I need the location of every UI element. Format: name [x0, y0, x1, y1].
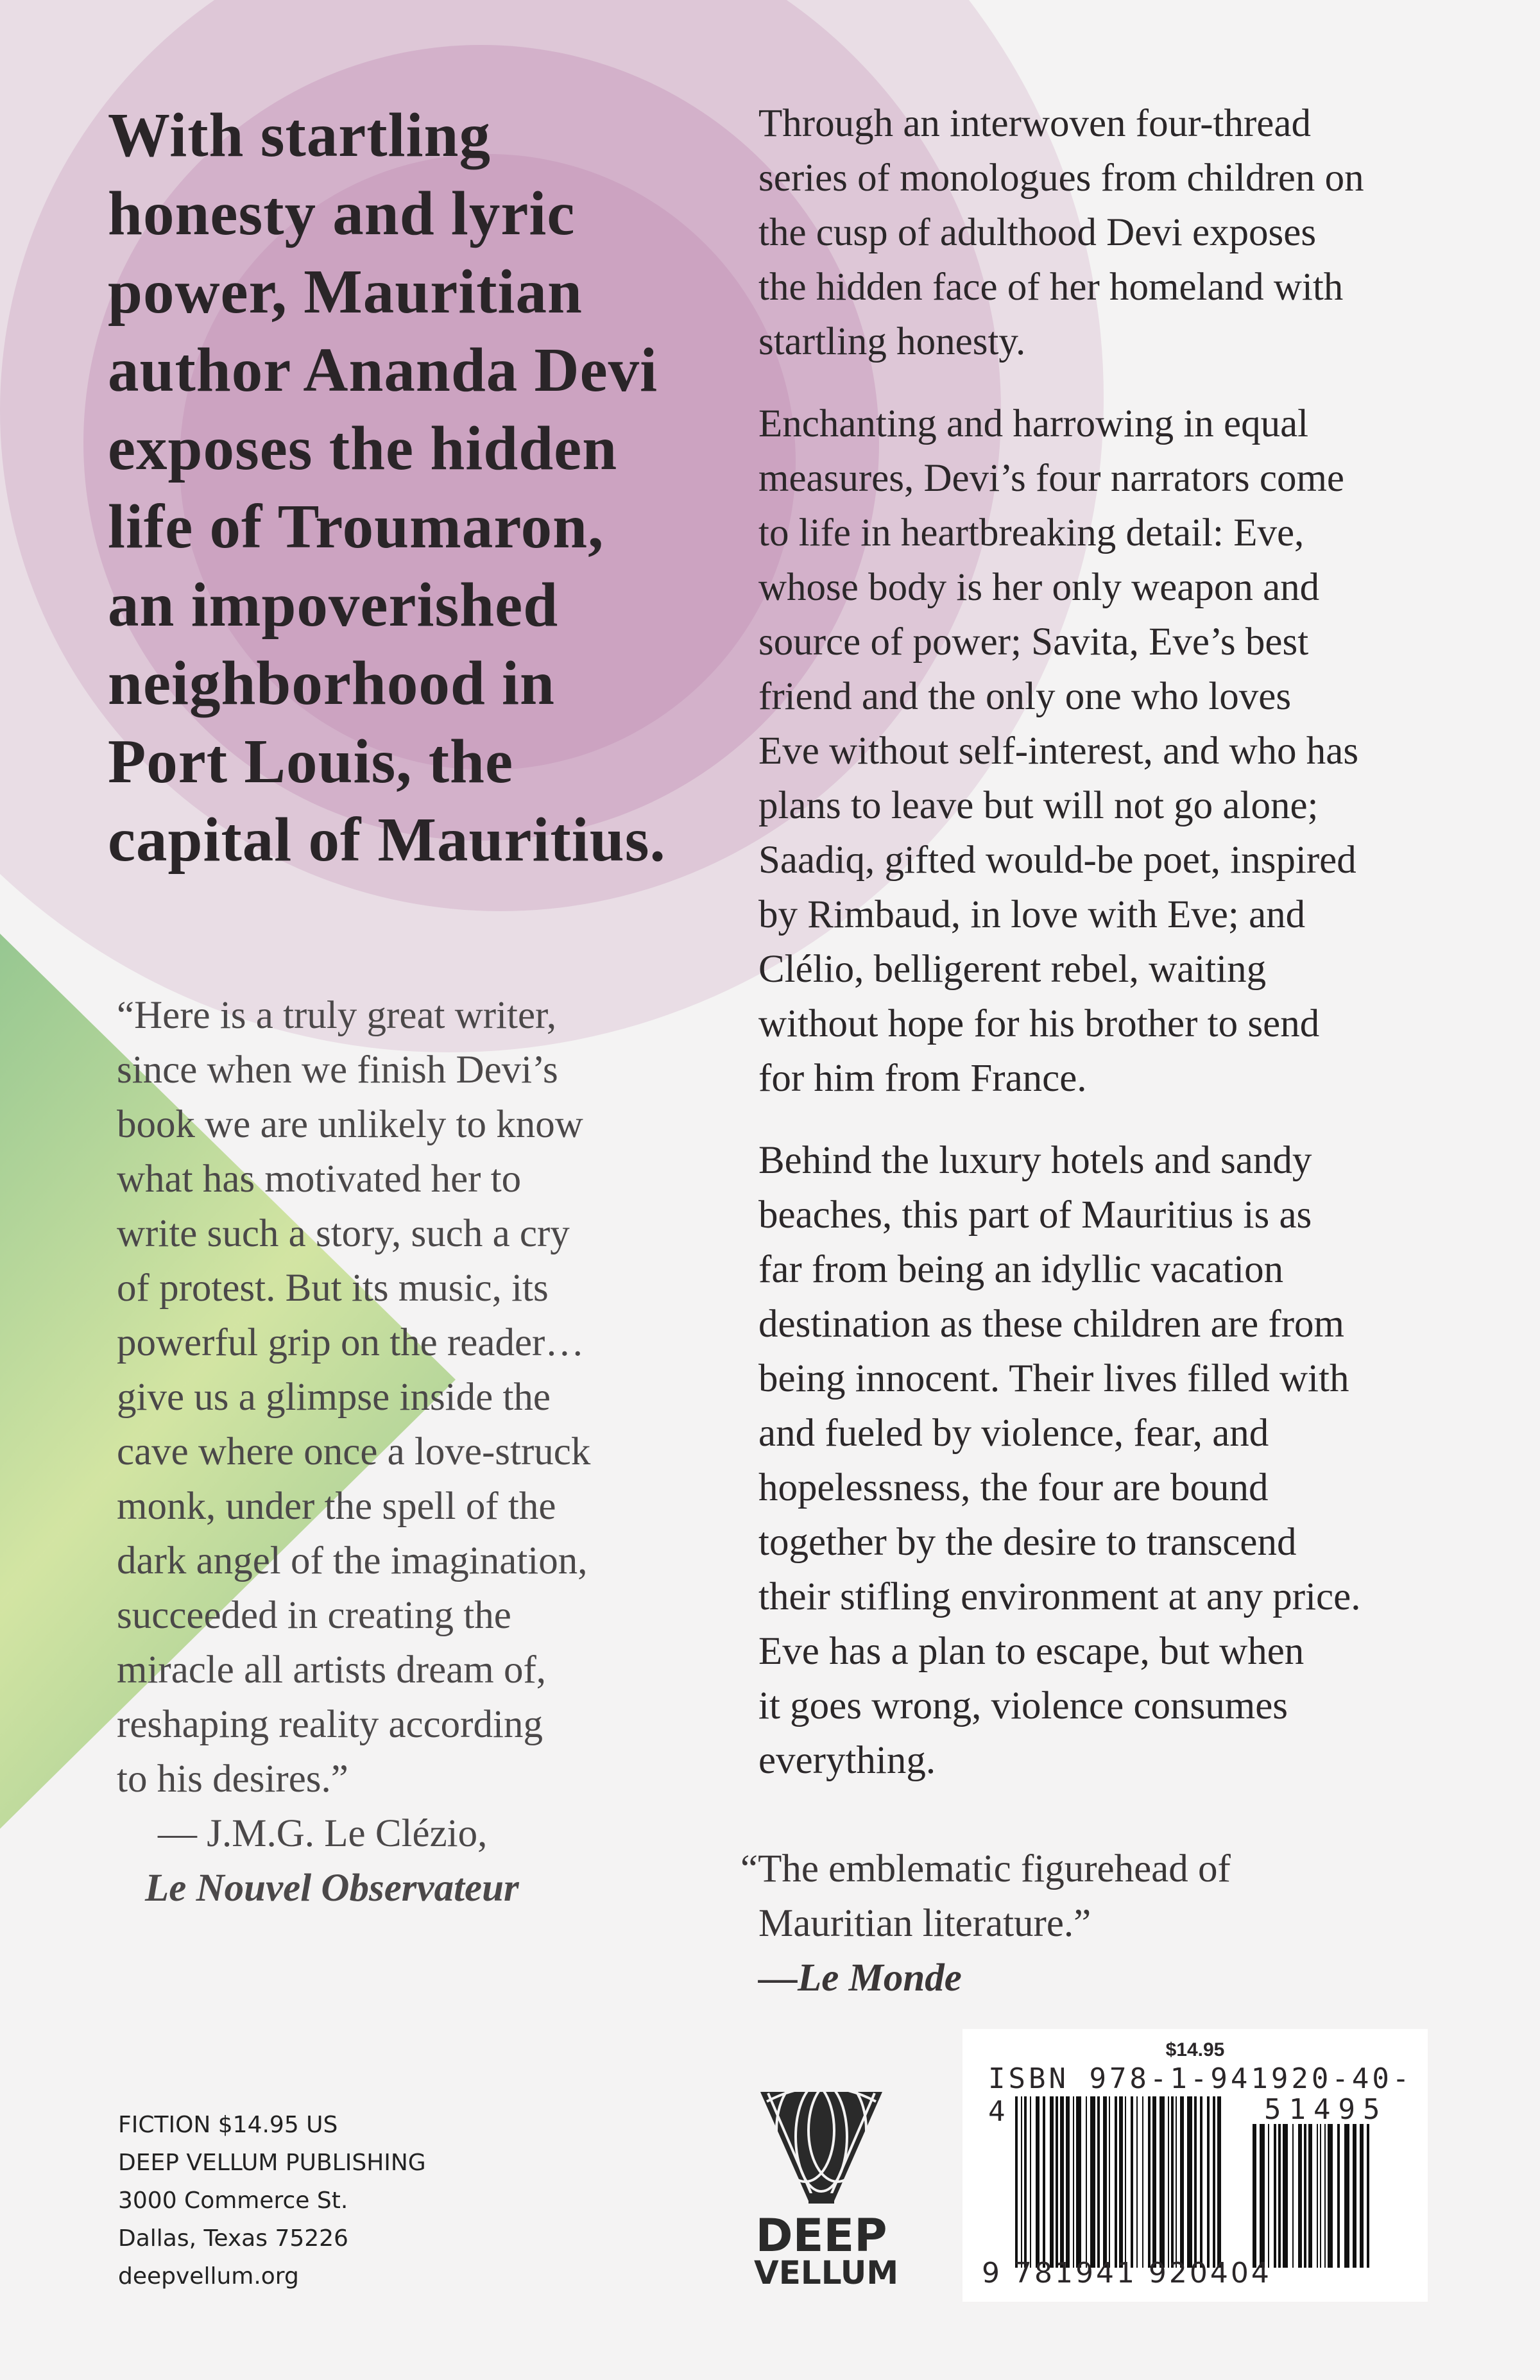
barcode-bar — [1278, 2124, 1281, 2268]
description-line: Enchanting and harrowing in equal — [758, 402, 1309, 445]
description-line: the cusp of adulthood Devi exposes — [758, 211, 1317, 254]
description-line: the hidden face of her homeland with — [758, 266, 1344, 309]
blurb-line: since when we finish Devi’s — [117, 1049, 558, 1092]
blurb-le-monde — [740, 1842, 1231, 2005]
logo-line: DEEP — [755, 2209, 887, 2262]
publisher-info-line: FICTION $14.95 US — [118, 2112, 338, 2138]
description-line: hopelessness, the four are bound — [758, 1466, 1269, 1509]
headline-line: an impoverished — [108, 570, 559, 639]
headline-line: power, Mauritian — [108, 257, 583, 326]
blurb-line: book we are unlikely to know — [117, 1103, 583, 1146]
barcode-number: 9 781941 920404 — [982, 2257, 1272, 2290]
headline-line: capital of Mauritius. — [108, 805, 666, 874]
blurb-line: to his desires.” — [117, 1758, 348, 1801]
publisher-info-line: 3000 Commerce St. — [118, 2187, 348, 2214]
publisher-info-line: DEEP VELLUM PUBLISHING — [118, 2150, 426, 2176]
description-line: whose body is her only weapon and — [758, 566, 1320, 609]
barcode-bar — [1337, 2124, 1340, 2268]
barcode-bar — [1292, 2124, 1294, 2268]
blurb-author: — J.M.G. Le Clézio, — [158, 1812, 488, 1855]
blurb-line: dark angel of the imagination, — [117, 1539, 588, 1582]
blurb-line: “The emblematic figurehead of — [740, 1847, 1231, 1890]
blurb-line: Mauritian literature.” — [758, 1902, 1091, 1945]
barcode-bar — [1320, 2124, 1321, 2268]
blurb-line: monk, under the spell of the — [117, 1485, 556, 1528]
description-line: being innocent. Their lives filled with — [758, 1357, 1349, 1400]
description-line: and fueled by violence, fear, and — [758, 1412, 1269, 1455]
description-line: their stifling environment at any price. — [758, 1575, 1361, 1618]
description-line: startling honesty. — [758, 320, 1026, 363]
barcode-bar — [1304, 2124, 1306, 2268]
barcode-bar — [1328, 2124, 1333, 2268]
publisher-info — [118, 2106, 426, 2295]
barcode-bar — [1253, 2124, 1256, 2268]
description-line: without hope for his brother to send — [758, 1002, 1320, 1045]
addon-number: 51495 — [1264, 2093, 1388, 2126]
blurb-line: what has motivated her to — [117, 1158, 522, 1201]
blurb-line: give us a glimpse inside the — [117, 1376, 551, 1419]
publisher-info-line: deepvellum.org — [118, 2263, 299, 2290]
description-line: for him from France. — [758, 1057, 1087, 1100]
blurb-line: succeeded in creating the — [117, 1594, 511, 1637]
description-line: Eve without self-interest, and who has — [758, 730, 1359, 773]
blurb-le-clezio — [117, 988, 590, 1915]
book-description — [758, 96, 1364, 1815]
isbn-text: ISBN 978-1-941920-40-4 — [988, 2062, 1413, 2128]
description-line: series of monologues from children on — [758, 157, 1364, 200]
blurb-line: of protest. But its music, its — [117, 1267, 549, 1310]
headline — [108, 96, 666, 879]
headline-line: life of Troumaron, — [108, 492, 604, 561]
description-paragraph — [758, 96, 1364, 369]
blurb-source: Le Nouvel Observateur — [145, 1867, 519, 1910]
description-line: destination as these children are from — [758, 1303, 1344, 1346]
description-line: Saadiq, gifted would-be poet, inspired — [758, 839, 1356, 882]
headline-line: exposes the hidden — [108, 414, 618, 483]
headline-line: Port Louis, the — [108, 727, 514, 796]
description-line: Eve has a plan to escape, but when — [758, 1630, 1305, 1673]
description-line: everything. — [758, 1739, 936, 1782]
description-line: Through an interwoven four-thread — [758, 102, 1311, 145]
description-line: Clélio, belligerent rebel, waiting — [758, 948, 1267, 991]
description-line: far from being an idyllic vacation — [758, 1248, 1284, 1291]
description-line: measures, Devi’s four narrators come — [758, 457, 1344, 500]
barcode-bar — [1324, 2124, 1326, 2268]
barcode-bar — [1360, 2124, 1364, 2268]
barcode-bar — [1344, 2124, 1349, 2268]
barcode-bar — [1298, 2124, 1302, 2268]
blurb-line: powerful grip on the reader… — [117, 1321, 585, 1364]
barcode-bar — [1367, 2124, 1369, 2268]
headline-line: author Ananda Devi — [108, 336, 658, 404]
blurb-source: —Le Monde — [758, 1956, 962, 1999]
description-line: by Rimbaud, in love with Eve; and — [758, 893, 1306, 936]
blurb-line: write such a story, such a cry — [117, 1212, 570, 1255]
blurb-line: miracle all artists dream of, — [117, 1648, 547, 1691]
description-paragraph — [758, 397, 1364, 1106]
description-line: source of power; Savita, Eve’s best — [758, 621, 1309, 663]
barcode-label — [963, 2029, 1428, 2302]
barcode-bar — [1274, 2124, 1276, 2268]
description-line: friend and the only one who loves — [758, 675, 1292, 718]
blurb-line: reshaping reality according — [117, 1703, 543, 1746]
description-line: beaches, this part of Mauritius is as — [758, 1194, 1312, 1237]
barcode-bar — [1353, 2124, 1356, 2268]
headline-line: honesty and lyric — [108, 179, 576, 248]
barcode-bar — [1308, 2124, 1312, 2268]
description-line: it goes wrong, violence consumes — [758, 1684, 1288, 1727]
blurb-line: “Here is a truly great writer, — [117, 994, 557, 1037]
logo-line: VELLUM — [754, 2254, 899, 2291]
publisher-info-line: Dallas, Texas 75226 — [118, 2225, 348, 2252]
barcode-price: $14.95 — [1165, 2039, 1225, 2060]
headline-line: neighborhood in — [108, 649, 555, 717]
description-paragraph — [758, 1133, 1364, 1788]
barcode-bar — [1260, 2124, 1265, 2268]
description-line: to life in heartbreaking detail: Eve, — [758, 511, 1305, 554]
headline-line: With startling — [108, 101, 491, 169]
blurb-line: cave where once a love-struck — [117, 1430, 591, 1473]
description-line: plans to leave but will not go alone; — [758, 784, 1319, 827]
logo-wordmark — [754, 2209, 899, 2291]
barcode-bar — [1283, 2124, 1288, 2268]
description-line: together by the desire to transcend — [758, 1521, 1297, 1564]
barcode-bar — [1317, 2124, 1318, 2268]
barcode-bar — [1268, 2124, 1269, 2268]
description-line: Behind the luxury hotels and sandy — [758, 1139, 1312, 1182]
